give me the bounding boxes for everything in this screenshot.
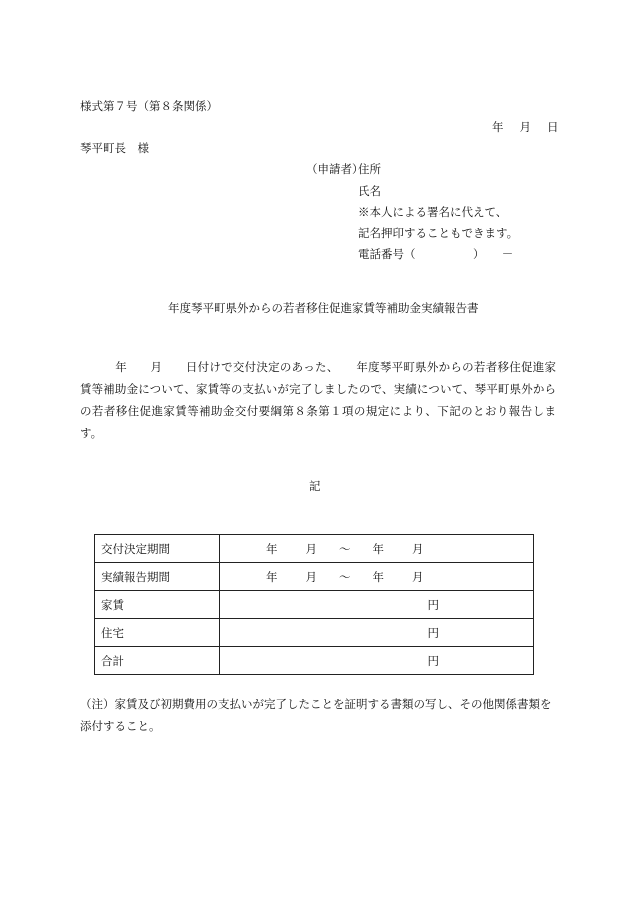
- applicant-note-line1: ※本人による署名に代えて、: [358, 205, 508, 219]
- attachment-note: （注）家賃及び初期費用の支払いが完了したことを証明する書類の写し、その他関係書類を添付すること。: [80, 697, 552, 733]
- applicant-note-line2: 記名押印することもできます。: [358, 226, 519, 240]
- date-line: [492, 119, 559, 135]
- period-cell: 年 月 ～ 年 月: [220, 535, 534, 563]
- period-cell: 年 月 ～ 年 月: [220, 563, 534, 591]
- ki-heading: 記: [309, 479, 321, 493]
- applicant-phone-label: 電話番号（ ） －: [358, 247, 514, 261]
- amount-cell: 円: [220, 591, 534, 619]
- date-year: 年: [492, 120, 504, 134]
- row-label: 合計: [95, 647, 220, 675]
- table-row: [95, 535, 534, 563]
- row-label: 実績報告期間: [95, 563, 220, 591]
- applicant-name-label: 氏名: [358, 184, 381, 198]
- table-row: [95, 647, 534, 675]
- amount-cell: 円: [220, 619, 534, 647]
- recipient: 琴平町長 様: [80, 141, 149, 155]
- row-label: 住宅: [95, 619, 220, 647]
- applicant-label: （申請者）: [306, 162, 364, 176]
- row-label: 交付決定期間: [95, 535, 220, 563]
- date-day: 日: [547, 120, 559, 134]
- table-row: [95, 619, 534, 647]
- applicant-address-label: 住所: [358, 162, 381, 176]
- date-month: 月: [519, 120, 531, 134]
- form-number: 様式第７号（第８条関係）: [80, 99, 218, 113]
- row-label: 家賃: [95, 591, 220, 619]
- amount-cell: 円: [220, 647, 534, 675]
- report-table: [94, 534, 534, 675]
- body-paragraph: 年 月 日付けで交付決定のあった、 年度琴平町県外からの若者移住促進家賃等補助金について、家賃等の支払いが完了しましたので、実績について、琴平町県外からの若者移住促進家賃等補助金交付要綱第８条第１項の規定により、下記のとおり報告します。: [80, 360, 556, 440]
- document-title: 年度琴平町県外からの若者移住促進家賃等補助金実績報告書: [168, 301, 479, 315]
- table-row: [95, 591, 534, 619]
- table-row: [95, 563, 534, 591]
